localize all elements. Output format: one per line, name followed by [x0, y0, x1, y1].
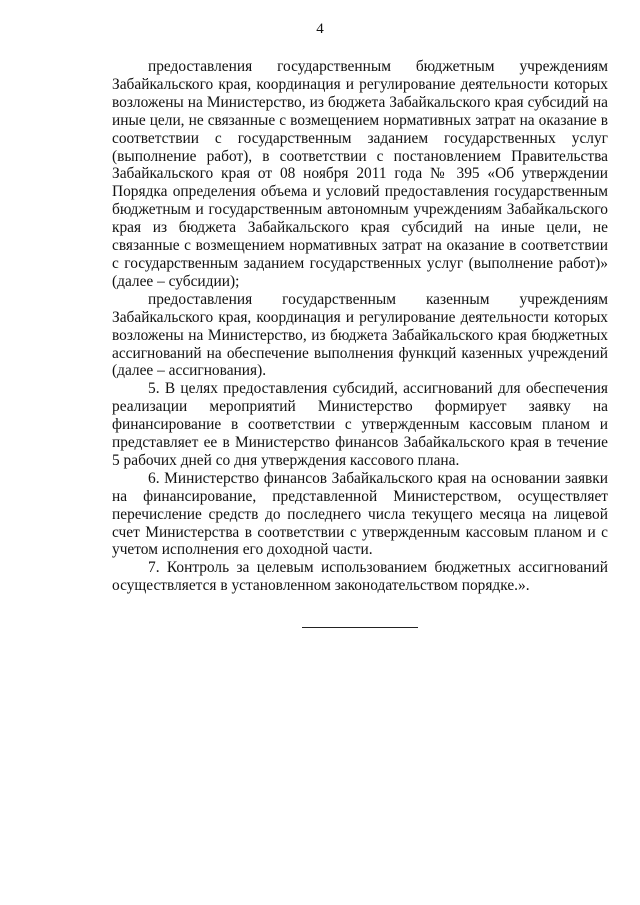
document-body	[112, 58, 608, 595]
end-separator-line	[302, 627, 418, 628]
paragraph-allocations: предоставления государственным казенным учреждениям Забайкальского края, координация и регулирование деятельности которых возложены на Министерство, из бюджета Забайкальского края бюджетных ассигнований на обеспечение выполнения функций казенных учреждений (далее – ассигнования).	[112, 290, 608, 380]
page-number: 4	[316, 21, 324, 37]
paragraph-subsidies: предоставления государственным бюджетным учреждениям Забайкальского края, координация и регулирование деятельности которых возложены на Министерство, из бюджета Забайкальского края субсидий на иные цели, не связанные с возмещением нормативных затрат на оказание в соответствии с государственным заданием государственных услуг (выполнение работ), в соответствии с постановлением Правительства Забайкальского края от 08 ноября 2011 года № 395 «Об утверждении Порядка определения объема и условий предоставления государственным бюджетным и государственным автономным учреждениям Забайкальского края из бюджета Забайкальского края субсидий на иные цели, не связанные с возмещением нормативных затрат на оказание в соответствии с государственным заданием государственных услуг (выполнение работ)» (далее – субсидии);	[112, 58, 608, 290]
paragraph-item-7: 7. Контроль за целевым использованием бюджетных ассигнований осуществляется в установленном законодательством порядке.».	[112, 559, 608, 595]
paragraph-item-5: 5. В целях предоставления субсидий, ассигнований для обеспечения реализации мероприятий Министерство формирует заявку на финансирование в соответствии с утвержденным кассовым планом и представляет ее в Министерство финансов Забайкальского края в течение 5 рабочих дней со дня утверждения кассового плана.	[112, 380, 608, 469]
paragraph-item-6: 6. Министерство финансов Забайкальского края на основании заявки на финансирование, представленной Министерством, осуществляет перечисление средств до последнего числа текущего месяца на лицевой счет Министерства в соответствии с утвержденным кассовым планом и с учетом исполнения его доходной части.	[112, 469, 608, 559]
